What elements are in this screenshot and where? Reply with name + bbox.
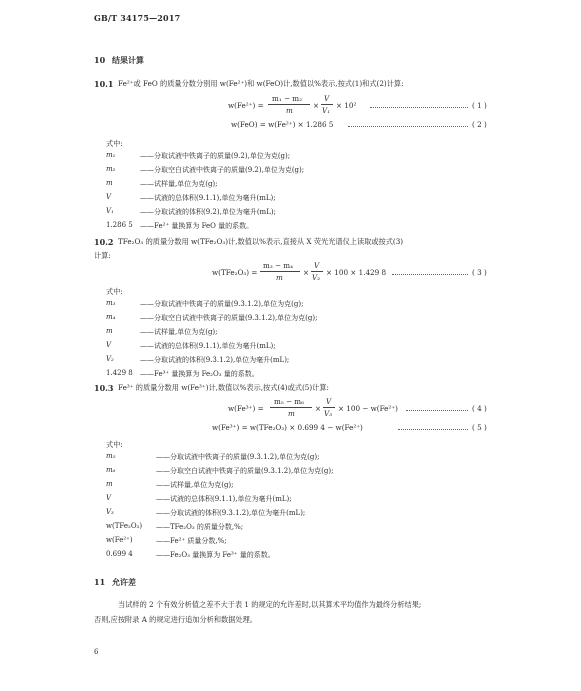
where-label-1: 式中: <box>106 139 123 148</box>
def-description: ——Fe₂O₃ 量换算为 Fe³⁺ 量的系数。 <box>156 551 275 559</box>
def-symbol: m₃ <box>106 299 116 307</box>
def-symbol: m <box>106 480 113 488</box>
eq4-times: × <box>315 404 322 413</box>
def-description: ——Fe³⁺ 量换算为 Fe₂O₃ 量的系数。 <box>140 370 259 378</box>
eq4-v-denominator: V₃ <box>324 409 333 418</box>
def-description: ——Fe²⁺ 质量分数,%; <box>156 537 227 545</box>
eq1-number: ( 1 ) <box>472 101 487 110</box>
def-symbol: m₅ <box>106 452 116 460</box>
eq1-leader-dots <box>370 107 468 108</box>
eq3-denominator: m <box>276 273 283 282</box>
eq1-numerator: m₁ − m₂ <box>272 94 302 103</box>
def-description: ——分取试液的体积(9.2),单位为毫升(mL); <box>140 208 276 216</box>
eq2-expression: w(FeO) = w(Fe²⁺) × 1.286 5 <box>231 120 334 129</box>
eq3-times: × <box>303 268 310 277</box>
def-symbol: V₁ <box>106 207 114 215</box>
eq4-lhs: w(Fe³⁺) = <box>228 404 264 413</box>
eq3-lhs: w(TFe₂O₃) = <box>212 268 258 277</box>
eq1-v-fraction-bar <box>321 104 333 105</box>
where-label-3: 式中: <box>106 440 123 449</box>
def-symbol: V <box>106 494 112 502</box>
def-description: ——试样量,单位为克(g); <box>140 328 218 336</box>
page-number: 6 <box>94 648 99 656</box>
def-description: ——分取试液的体积(9.3.1.2),单位为毫升(mL); <box>140 356 290 364</box>
def-description: ——试样量,单位为克(g); <box>140 180 218 188</box>
def-description: ——TFe₂O₃ 的质量分数,%; <box>156 523 244 531</box>
where-label-2: 式中: <box>106 287 123 296</box>
def-description: ——分取试液中铁离子的质量(9.3.1.2),单位为克(g); <box>140 300 304 308</box>
section-11-title: 允许差 <box>112 577 136 587</box>
eq4-number: ( 4 ) <box>472 404 487 413</box>
eq4-fraction-bar <box>270 407 312 408</box>
def-symbol: m <box>106 327 113 335</box>
eq3-v-numerator: V <box>314 261 320 270</box>
eq3-v-fraction-bar <box>311 271 323 272</box>
section-10-title: 结果计算 <box>112 55 144 65</box>
def-description: ——分取空白试液中铁离子的质量(9.3.1.2),单位为克(g); <box>156 467 334 475</box>
eq1-times: × <box>313 101 320 110</box>
def-symbol: m <box>106 179 113 187</box>
clause-10-1-text: Fe²⁺或 FeO 的质量分数分别用 w(Fe²⁺)和 w(FeO)计,数值以%表示,按式(1)和式(2)计算: <box>118 79 404 88</box>
def-symbol: V <box>106 193 112 201</box>
def-description: ——试液的总体积(9.1.1),单位为毫升(mL); <box>156 495 292 503</box>
def-symbol: m₂ <box>106 165 116 173</box>
def-symbol: w(Fe²⁺) <box>106 536 133 544</box>
def-symbol: 1.286 5 <box>106 221 133 229</box>
eq1-denominator: m <box>286 106 293 115</box>
eq4-denominator: m <box>288 409 295 418</box>
eq3-numerator: m₃ − m₄ <box>263 261 293 270</box>
def-description: ——分取试液的体积(9.3.1.2),单位为毫升(mL); <box>156 509 306 517</box>
eq1-fraction-bar <box>268 104 310 105</box>
def-description: ——分取空白试液中铁离子的质量(9.2),单位为克(g); <box>140 166 305 174</box>
def-symbol: 1.429 8 <box>106 369 133 377</box>
section-11-number: 11 <box>94 577 106 587</box>
clause-10-1-number: 10.1 <box>94 79 114 89</box>
eq4-rhs: × 100 − w(Fe²⁺) <box>338 404 398 413</box>
eq3-v-denominator: V₂ <box>312 273 321 282</box>
eq1-v-denominator: V₁ <box>322 106 331 115</box>
eq5-leader-dots <box>398 429 468 430</box>
def-symbol: V₂ <box>106 355 114 363</box>
def-description: ——Fe²⁺ 量换算为 FeO 量的系数。 <box>140 222 254 230</box>
eq1-rhs: × 10² <box>336 101 357 110</box>
eq3-number: ( 3 ) <box>472 268 487 277</box>
def-symbol: 0.699 4 <box>106 550 133 558</box>
def-description: ——分取试液中铁离子的质量(9.2),单位为克(g); <box>140 152 291 160</box>
eq3-leader-dots <box>392 274 468 275</box>
def-symbol: m₁ <box>106 151 116 159</box>
clause-10-2-text: TFe₂O₃ 的质量分数用 w(TFe₂O₃)计,数值以%表示,直接从 X 荧光光谱仪上读取或按式(3) <box>118 237 404 246</box>
eq2-leader-dots <box>348 126 468 127</box>
eq1-v-numerator: V <box>324 94 330 103</box>
def-description: ——分取空白试液中铁离子的质量(9.3.1.2),单位为克(g); <box>140 314 318 322</box>
eq3-fraction-bar <box>260 271 300 272</box>
clause-10-3-number: 10.3 <box>94 383 114 393</box>
eq4-v-fraction-bar <box>323 407 335 408</box>
clause-10-3-text: Fe³⁺ 的质量分数用 w(Fe³⁺)计,数值以%表示,按式(4)或式(5)计算: <box>118 383 329 392</box>
eq2-number: ( 2 ) <box>472 120 487 129</box>
clause-10-2-number: 10.2 <box>94 237 114 247</box>
def-description: ——试液的总体积(9.1.1),单位为毫升(mL); <box>140 194 276 202</box>
eq3-rhs: × 100 × 1.429 8 <box>326 268 387 277</box>
section-11-paragraph-line-1: 当试样的 2 个有效分析值之差不大于表 1 的规定的允许差时,以其算术平均值作为最终分析结果; <box>118 600 422 609</box>
def-symbol: m₄ <box>106 313 116 321</box>
eq1-lhs: w(Fe²⁺) = <box>228 101 264 110</box>
def-symbol: w(TFe₂O₃) <box>106 522 143 530</box>
def-description: ——试样量,单位为克(g); <box>156 481 234 489</box>
def-symbol: m₆ <box>106 466 116 474</box>
eq5-expression: w(Fe³⁺) = w(TFe₂O₃) × 0.699 4 − w(Fe²⁺) <box>212 423 363 432</box>
eq4-v-numerator: V <box>326 397 332 406</box>
def-symbol: V <box>106 341 112 349</box>
eq4-leader-dots <box>406 410 468 411</box>
def-description: ——试液的总体积(9.1.1),单位为毫升(mL); <box>140 342 276 350</box>
def-symbol: V₃ <box>106 508 114 516</box>
standard-header: GB/T 34175—2017 <box>94 13 181 23</box>
section-10-number: 10 <box>94 55 106 65</box>
def-description: ——分取试液中铁离子的质量(9.3.1.2),单位为克(g); <box>156 453 320 461</box>
eq4-numerator: m₅ − m₆ <box>274 397 304 406</box>
clause-10-2-text-cont: 计算: <box>94 251 111 260</box>
eq5-number: ( 5 ) <box>472 423 487 432</box>
section-11-paragraph-line-2: 否则,应按附录 A 的规定进行追加分析和数据处理。 <box>94 615 257 624</box>
